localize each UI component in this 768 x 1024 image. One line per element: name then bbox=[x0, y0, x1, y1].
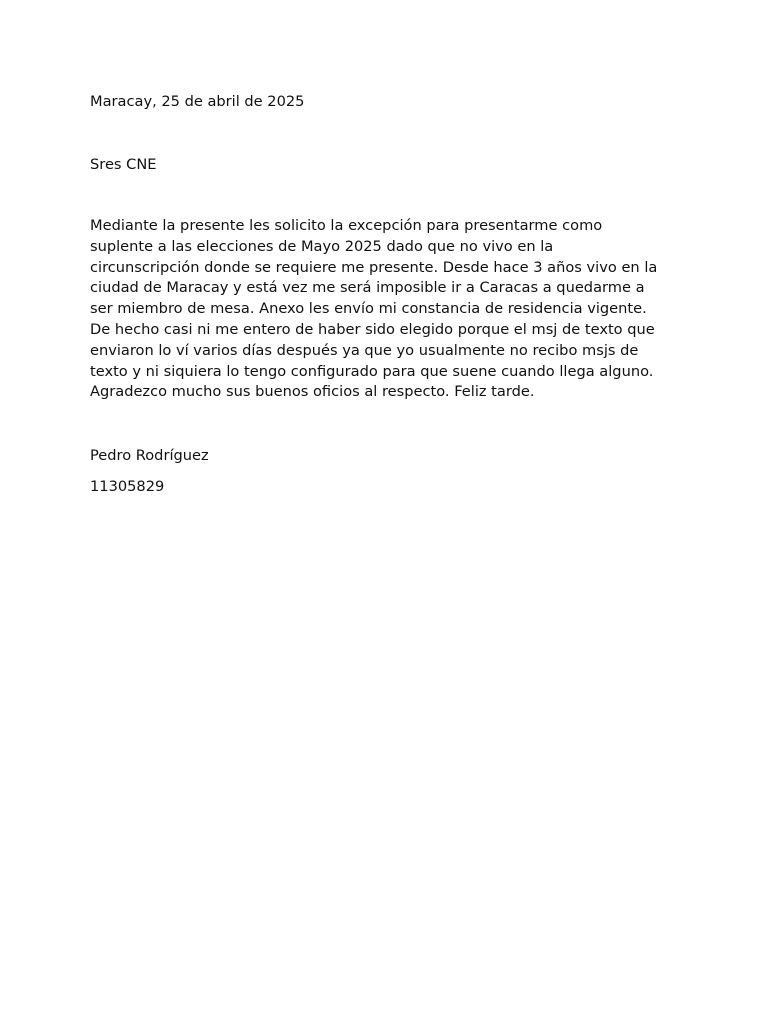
body-line: De hecho casi ni me entero de haber sido elegido porque el msj de texto que bbox=[90, 320, 655, 338]
body-line: ciudad de Maracay y está vez me será imposible ir a Caracas a quedarme a bbox=[90, 279, 645, 297]
body-line: ser miembro de mesa. Anexo les envío mi constancia de residencia vigente. bbox=[90, 300, 647, 318]
signer-name: Pedro Rodríguez bbox=[90, 447, 209, 464]
signer-id-number: 11305829 bbox=[90, 478, 165, 495]
body-line: enviaron lo ví varios días después ya que yo usualmente no recibo msjs de bbox=[90, 341, 639, 359]
letter-recipient: Sres CNE bbox=[90, 156, 157, 173]
letter-date: Maracay, 25 de abril de 2025 bbox=[90, 93, 305, 110]
letter-body bbox=[90, 216, 690, 403]
body-line: Mediante la presente les solicito la excepción para presentarme como bbox=[90, 217, 603, 234]
body-line: suplente a las elecciones de Mayo 2025 dado que no vivo en la bbox=[90, 237, 554, 255]
body-line: Agradezco mucho sus buenos oficios al respecto. Feliz tarde. bbox=[90, 383, 535, 401]
body-line: circunscripción donde se requiere me presente. Desde hace 3 años vivo en la bbox=[90, 258, 658, 276]
body-line: texto y ni siquiera lo tengo configurado para que suene cuando llega alguno. bbox=[90, 362, 654, 380]
